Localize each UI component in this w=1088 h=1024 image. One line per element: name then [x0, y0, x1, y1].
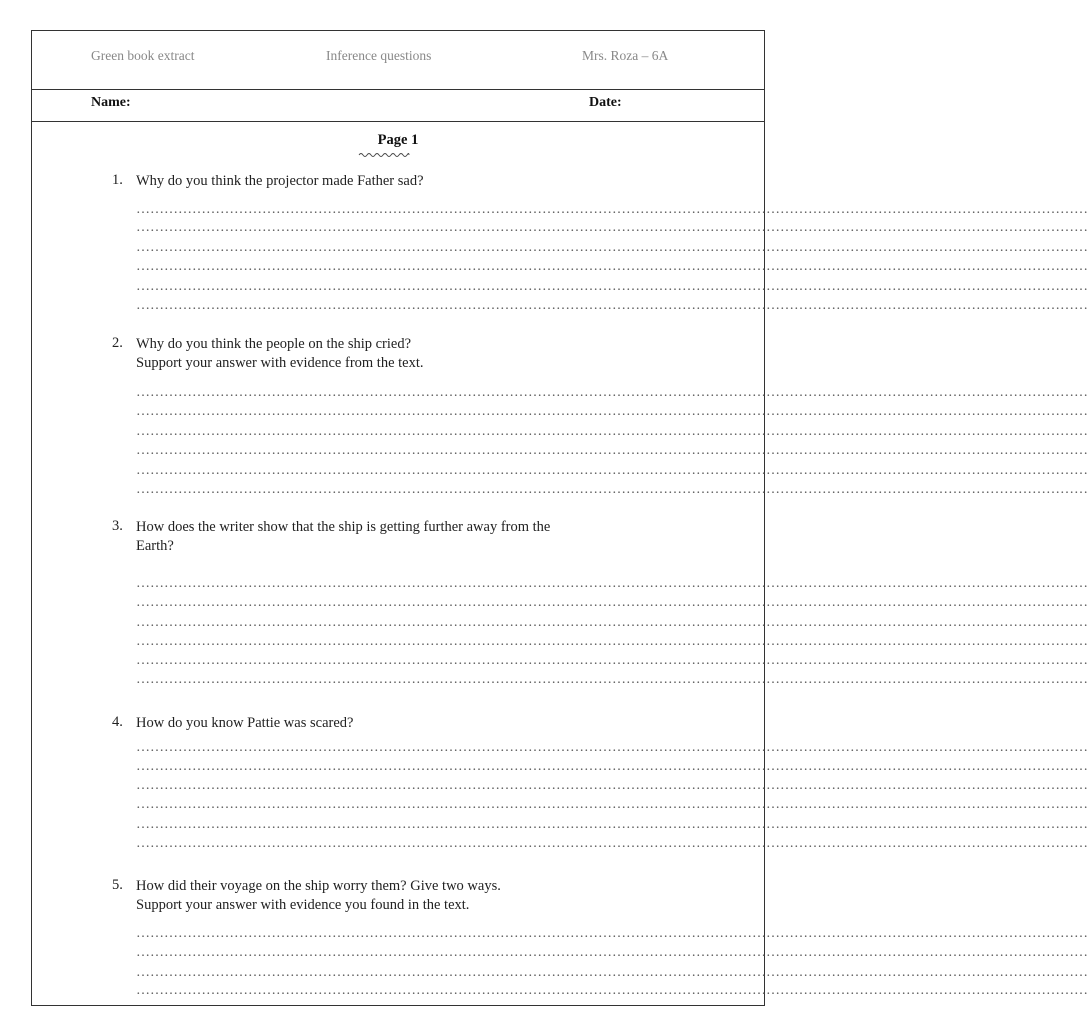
question-line: How do you know Pattie was scared? — [136, 715, 354, 731]
question-text — [136, 518, 656, 556]
answer-line[interactable]: …………………………………………………………………………………………………………………………………………………………………………………… — [136, 482, 1088, 497]
answer-line[interactable]: …………………………………………………………………………………………………………………………………………………………………………………… — [136, 279, 1088, 294]
question-number: 2. — [112, 335, 123, 351]
question-text — [136, 714, 656, 733]
question-text — [136, 335, 656, 373]
answer-line[interactable]: …………………………………………………………………………………………………………………………………………………………………………………… — [136, 443, 1088, 458]
answer-line[interactable]: …………………………………………………………………………………………………………………………………………………………………………………… — [136, 672, 1088, 687]
question-line: Why do you think the projector made Father sad? — [136, 173, 424, 189]
question-line: How does the writer show that the ship is getting further away from the — [136, 519, 551, 535]
answer-line[interactable]: …………………………………………………………………………………………………………………………………………………………………………………… — [136, 634, 1088, 649]
answer-line[interactable]: …………………………………………………………………………………………………………………………………………………………………………………… — [136, 797, 1088, 812]
answer-line[interactable]: …………………………………………………………………………………………………………………………………………………………………………………… — [136, 965, 1088, 980]
question-text — [136, 172, 656, 191]
answer-line[interactable]: …………………………………………………………………………………………………………………………………………………………………………………… — [136, 385, 1088, 400]
header-left: Green book extract — [91, 48, 195, 63]
question-line: How did their voyage on the ship worry them? Give two ways. — [136, 878, 501, 894]
answer-line[interactable]: …………………………………………………………………………………………………………………………………………………………………………………… — [136, 404, 1088, 419]
question-number: 4. — [112, 714, 123, 730]
header-right: Mrs. Roza – 6A — [582, 48, 669, 63]
header-row — [32, 31, 764, 90]
answer-line[interactable]: …………………………………………………………………………………………………………………………………………………………………………………… — [136, 817, 1088, 832]
answer-line[interactable]: …………………………………………………………………………………………………………………………………………………………………………………… — [136, 615, 1088, 630]
page-title: Page 1 — [377, 132, 419, 148]
answer-line[interactable]: …………………………………………………………………………………………………………………………………………………………………………………… — [136, 240, 1088, 255]
answer-line[interactable]: …………………………………………………………………………………………………………………………………………………………………………………… — [136, 463, 1088, 478]
answer-line[interactable]: …………………………………………………………………………………………………………………………………………………………………………………… — [136, 298, 1088, 313]
name-label: Name: — [91, 95, 131, 110]
question-line: Support your answer with evidence you found in the text. — [136, 897, 470, 913]
answer-line[interactable]: …………………………………………………………………………………………………………………………………………………………………………………… — [136, 983, 1088, 998]
answer-line[interactable]: …………………………………………………………………………………………………………………………………………………………………………………… — [136, 595, 1088, 610]
question-number: 1. — [112, 172, 123, 188]
answer-line[interactable]: …………………………………………………………………………………………………………………………………………………………………………………… — [136, 759, 1088, 774]
name-date-row — [32, 89, 764, 122]
answer-line[interactable]: …………………………………………………………………………………………………………………………………………………………………………………… — [136, 778, 1088, 793]
date-label: Date: — [589, 95, 622, 110]
answer-line[interactable]: …………………………………………………………………………………………………………………………………………………………………………………… — [136, 836, 1088, 851]
answer-line[interactable]: …………………………………………………………………………………………………………………………………………………………………………………… — [136, 576, 1088, 591]
header-center: Inference questions — [326, 48, 432, 63]
answer-line[interactable]: …………………………………………………………………………………………………………………………………………………………………………………… — [136, 202, 1088, 217]
question-text — [136, 877, 656, 915]
worksheet-frame — [31, 30, 1088, 1006]
answer-line[interactable]: …………………………………………………………………………………………………………………………………………………………………………………… — [136, 653, 1088, 668]
answer-line[interactable]: …………………………………………………………………………………………………………………………………………………………………………………… — [136, 926, 1088, 941]
answer-line[interactable]: …………………………………………………………………………………………………………………………………………………………………………………… — [136, 220, 1088, 235]
title-underline-squiggle — [359, 152, 409, 158]
question-line: Earth? — [136, 538, 174, 554]
question-number: 3. — [112, 518, 123, 534]
answer-line[interactable]: …………………………………………………………………………………………………………………………………………………………………………………… — [136, 945, 1088, 960]
question-number: 5. — [112, 877, 123, 893]
question-line: Why do you think the people on the ship cried? — [136, 336, 412, 352]
question-line: Support your answer with evidence from the text. — [136, 355, 424, 371]
answer-line[interactable]: …………………………………………………………………………………………………………………………………………………………………………………… — [136, 259, 1088, 274]
answer-line[interactable]: …………………………………………………………………………………………………………………………………………………………………………………… — [136, 424, 1088, 439]
answer-line[interactable]: …………………………………………………………………………………………………………………………………………………………………………………… — [136, 740, 1088, 755]
